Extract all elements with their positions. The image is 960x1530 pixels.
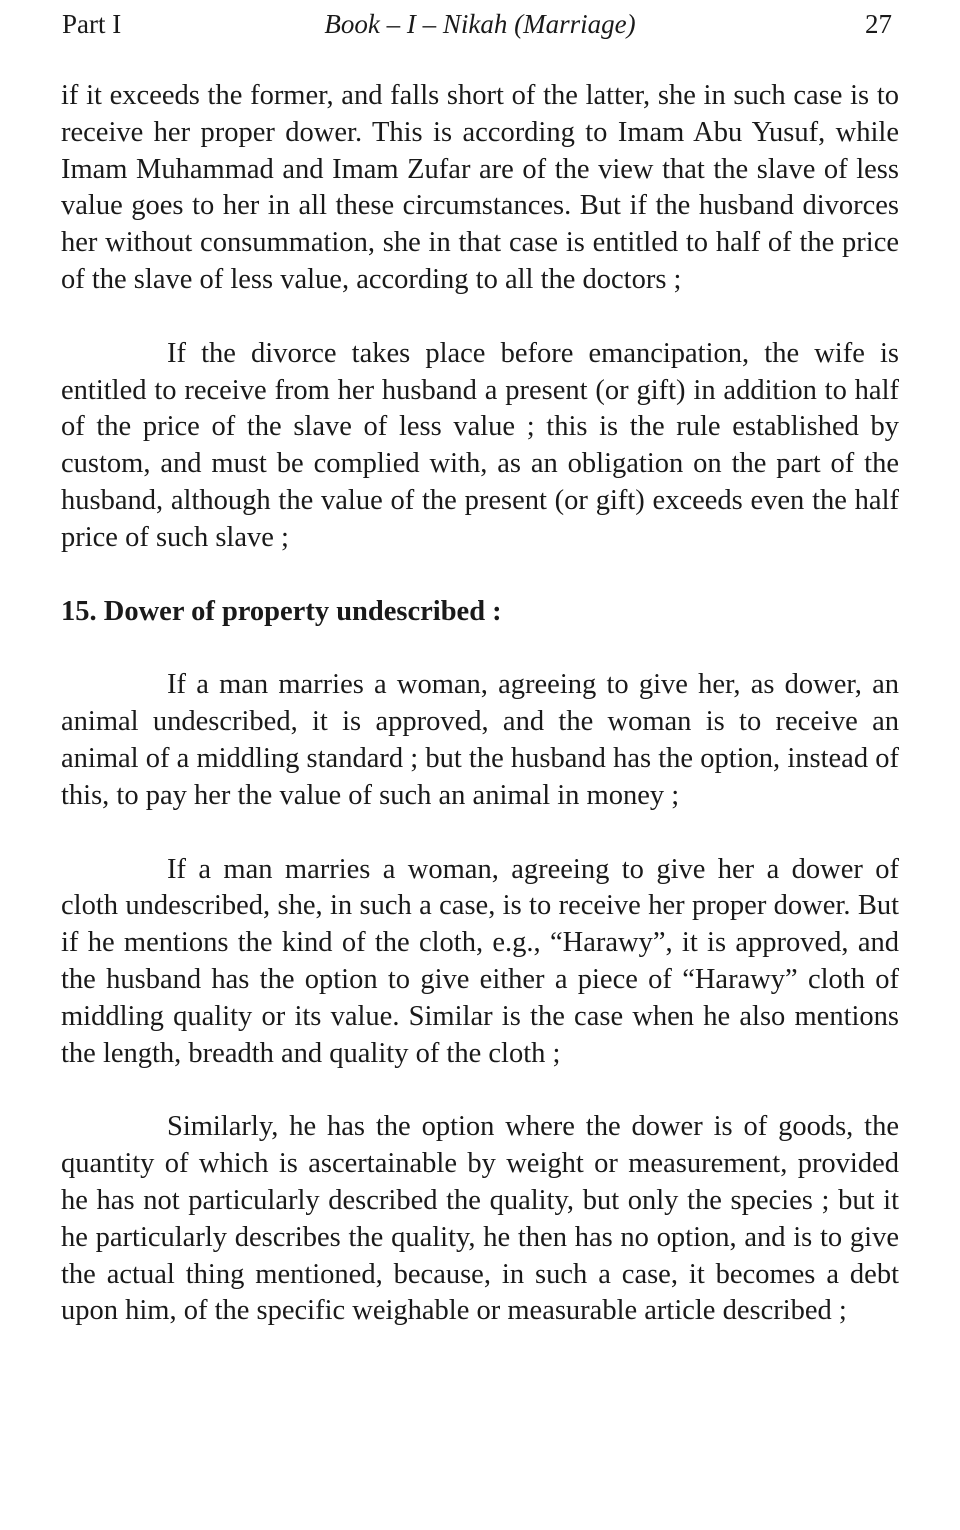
part-label: Part I: [62, 9, 122, 39]
paragraph-continued: if it exceeds the former, and falls short of the latter, she in such case is to receive her proper dower. This is according to Imam Abu Yusuf, while Imam Muhammad and Imam Zufar are of the view that the slave of less value goes to her in all these circumstances. But if the husband divorces her without consummation, she in that case is entitled to half of the price of the slave of less value, according to all the doctors ;: [61, 80, 899, 295]
page-body: [61, 78, 899, 1330]
paragraph-divorce-before-emancipation: If the divorce takes place before emancipation, the wife is entitled to receive from her husband a present (or gift) in addition to half of the price of the slave of less value ; this is the rule established by custom, and must be complied with, as an obligation on the part of the husband, although the value of the present (or gift) exceeds even the half price of such slave ;: [61, 337, 899, 553]
paragraph-goods-dower: Similarly, he has the option where the dower is of goods, the quantity of which is ascertainable by weight or measurement, provided he has not particularly described the quality, but only the species ; but it he particularly describes the quality, he then has no option, and is to give the actual thing mentioned, because, in such a case, it becomes a debt upon him, of the specific weighable or measurable article described ;: [61, 1111, 899, 1327]
paragraph-cloth-dower: If a man marries a woman, agreeing to give her a dower of cloth undescribed, she, in such a case, is to receive her proper dower. But if he mentions the kind of the cloth, e.g., “Harawy”, it is approved, and the husband has the option to give either a piece of “Harawy” cloth of middling quality or its value. Similar is the case when he also mentions the length, breadth and quality of the cloth ;: [61, 853, 899, 1069]
book-title: Book – I – Nikah (Marriage): [324, 9, 636, 39]
section-heading: 15. Dower of property undescribed :: [61, 595, 502, 627]
running-header: [60, 6, 900, 42]
paragraph-animal-dower: If a man marries a woman, agreeing to give her, as dower, an animal undescribed, it is approved, and the woman is to receive an animal of a middling standard ; but the husband has the option, instead of this, to pay her the value of such an animal in money ;: [61, 669, 899, 811]
page-number: 27: [865, 9, 892, 39]
